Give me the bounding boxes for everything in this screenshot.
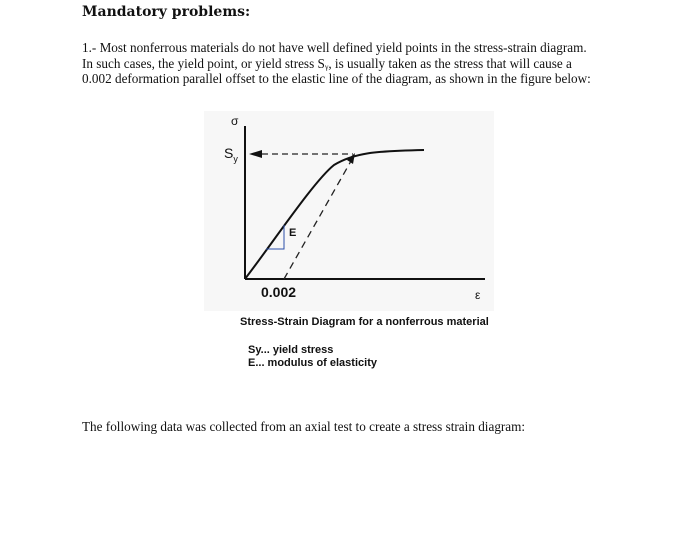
legend-modulus: E... modulus of elasticity [248,357,377,369]
paragraph-line: In such cases, the yield point, or yield stress Sᵧ, is usually taken as the stress that will cause a [82,55,572,71]
stress-strain-diagram [204,111,494,311]
paragraph-line: 1.- Most nonferrous materials do not have well defined yield points in the stress-strain diagram. [82,40,587,55]
figure-legend [248,344,377,370]
problem-1-paragraph [82,40,642,87]
yield-stress-symbol: S [224,145,234,161]
offset-label: 0.002 [261,284,297,300]
stress-axis-label: σ [231,114,239,128]
modulus-label: E [289,227,297,239]
paragraph-line: 0.002 deformation parallel offset to the elastic line of the diagram, as shown in the figure below: [82,71,591,86]
data-intro-paragraph: The following data was collected from an axial test to create a stress strain diagram: [82,419,526,434]
yield-guide-arrowhead [249,150,262,158]
legend-yield-stress: Sy... yield stress [248,344,334,356]
yield-stress-label [224,145,238,164]
stress-strain-figure [204,111,494,311]
figure-caption: Stress-Strain Diagram for a nonferrous material [240,316,489,328]
page-heading: Mandatory problems: [82,4,251,20]
yield-stress-subscript: y [233,154,238,164]
offset-line [284,154,355,279]
strain-axis-label: ε [475,288,481,302]
stress-strain-curve [245,150,424,279]
